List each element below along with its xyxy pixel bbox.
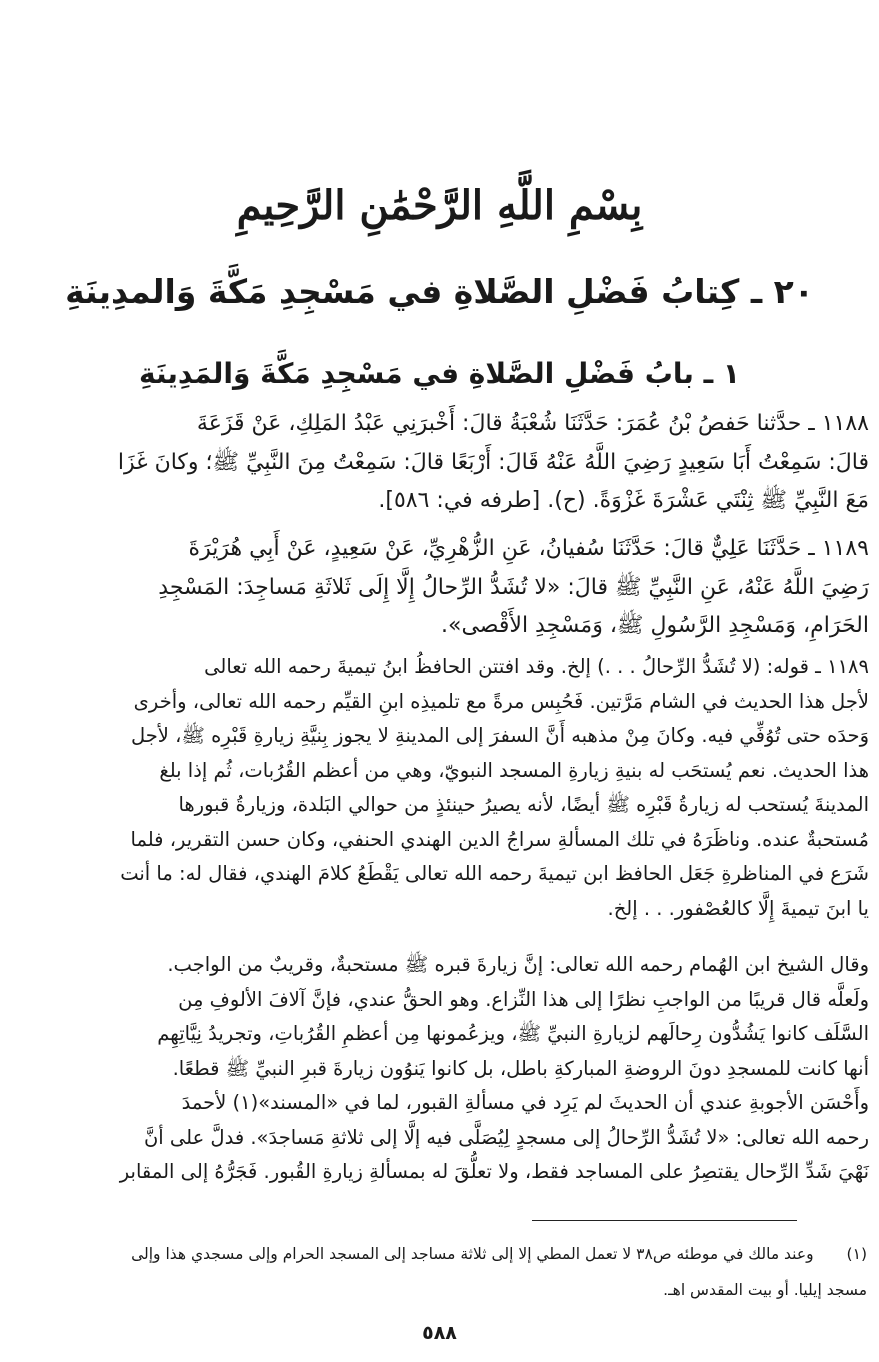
commentary-line: لأجل هذا الحديث في الشام مَرَّتين. فَحُبِس مرةً مع تلميذِه ابنِ القيِّم رحمه الله تعالى، وأخرى (133, 689, 869, 713)
hadith-1189-line: رَضِيَ اللَّهُ عَنْهُ، عَنِ النَّبِيِّ ﷺ قالَ: «لا تُشَدُّ الرِّحالُ إِلَّا إِلَى ثَلاثَةِ مَساجِدَ: المَسْجِدِ (158, 574, 869, 600)
footnote (17, 1236, 867, 1308)
commentary-line: نَهْيَ شَدِّ الرِّحال يقتصِرُ على المساجد فقط، ولا تعلُّقَ له بمسألةِ زيارةِ القُبور. فَجَرُّهُ إلى المقابر (119, 1160, 869, 1183)
hadith-1188-line: قالَ: سَمِعْتُ أَبَا سَعِيدٍ رَضِيَ اللَّهُ عَنْهُ قَالَ: أَرْبَعًا قالَ: سَمِعْتُ مِنَ النَّبِيِّ ﷺ؛ وكانَ غَزَا (117, 449, 869, 475)
hadith-1188-line: ١١٨٨ ـ حدَّثنا حَفصُ بْنُ عُمَرَ: حَدَّثَنَا شُعْبَةُ قالَ: أَخْبرَنِي عَبْدُ المَلِكِ، عَنْ قَزَعَةَ (196, 411, 869, 436)
commentary-line: وقال الشيخ ابن الهُمام رحمه الله تعالى: إنَّ زيارةَ قبره ﷺ مستحبةٌ، وقريبٌ من الواجب. (167, 953, 869, 976)
footnote-text: مسجد إيليا. أو بيت المقدس اهـ. (663, 1281, 867, 1299)
hadith-1189-line: الحَرَامِ، وَمَسْجِدِ الرَّسُولِ ﷺ، وَمَسْجِدِ الأَقْصى». (441, 613, 869, 638)
hadith-1188 (11, 405, 869, 521)
commentary-line: السَّلَف كانوا يَشُدُّون رِحالَهم لزيارةِ النبيِّ ﷺ، ويزعُمونها مِن أعظمِ القُرُباتِ، وتجريدُ نِيَّاتِهِم (157, 1022, 869, 1045)
commentary-line: ولَعلَّه قال قريبًا من الواجبِ نظرًا إلى هذا النِّزاع. وهو الحقُّ عندي، فإنَّ آلافَ الألوفِ مِن (178, 987, 869, 1011)
hadith-1188-line: مَعَ النَّبِيِّ ﷺ ثِنْتَي عَشْرَةَ غَزْوَةً. (ح). [طرفه في: ٥٨٦]. (378, 488, 869, 513)
commentary-line: أنها كانت للمسجدِ دونَ الروضةِ المباركةِ باطل، بل كانوا يَنوُون زيارةَ قبرِ النبيِّ ﷺ قطعًا. (172, 1056, 869, 1080)
hadith-1189-line: ١١٨٩ ـ حَدَّثَنَا عَلِيٌّ قالَ: حَدَّثَنَا سُفيانُ، عَنِ الزُّهْرِيِّ، عَنْ سَعِيدٍ، عَنْ أَبِي هُرَيْرَةَ (188, 536, 869, 561)
commentary-line: هذا الحديث. نعم يُستحَب له بنيةِ زيارةِ المسجد النبويّ، وهي من أعظم القُرُبات، ثُم إذا بلغ (159, 758, 869, 782)
footnote-text: وعند مالك في موطئه ص٣٨ لا تعمل المطي إلا إلى ثلاثة مساجد إلى المسجد الحرام وإلى مسجدي هذا وإلى (131, 1245, 814, 1263)
footnote-divider (532, 1220, 797, 1221)
basmala: بِسْمِ اللَّهِ الرَّحْمَٰنِ الرَّحِيمِ (236, 182, 643, 229)
footnote-line (17, 1272, 867, 1308)
commentary-line: المدينةَ يُستحب له زيارةُ قَبْرِه ﷺ أيضًا، لأنه يصيرُ حينئذٍ من حوالي البَلدة، وزيارةُ قبورها (178, 793, 869, 816)
footnote-line (17, 1236, 867, 1272)
commentary-paragraph (11, 650, 869, 926)
commentary-line: رحمه الله تعالى: «لا تُشَدُّ الرِّحالُ إلى مسجدٍ لِيُصَلَّى فيه إلَّا إلى ثلاثةِ مَساجدَ». فدلَّ على أنَّ (143, 1125, 869, 1149)
commentary-line: وَحدَه حتى تُوُفِّي فيه. وكانَ مِنْ مذهبه أَنَّ السفرَ إلى المدينةِ لا يجوز بِنيَّةِ زيارةِ قَبْرِه ﷺ، لأجل (130, 724, 869, 747)
commentary-line: يا ابنَ تيميةَ إِلَّا كالعُصْفور. . . إلخ. (607, 896, 869, 920)
footnote-marker: (١) (846, 1245, 867, 1263)
commentary-line: ١١٨٩ ـ قوله: (لا تُشَدُّ الرِّحالُ . . .) إلخ. وقد افتتن الحافظُ ابنُ تيميةَ رحمه الله تعالى (204, 655, 869, 678)
commentary-paragraph (11, 948, 869, 1190)
chapter-title: ١ ـ بابُ فَضْلِ الصَّلاةِ في مَسْجِدِ مَكَّةَ وَالمَدِينَةِ (138, 357, 741, 390)
commentary-line: شَرَع في المناظرةِ جَعَل الحافظ ابن تيميةَ رحمه الله تعالى يَقْطَعُ كلامَ الهندي، فقال له: ما أنت (120, 862, 869, 885)
commentary-line: وأَحْسَن الأجوبةِ عندي أن الحديثَ لم يَرِد في مسألةِ القبور، لما في «المسند»(١) لأحمدَ (181, 1091, 869, 1114)
hadith-1189 (11, 530, 869, 646)
commentary-line: مُستحبةٌ عنده. وناظَرَهُ في تلك المسألةِ سراجُ الدين الهندي الحنفي، وكان حسن التقرير، فلما (130, 827, 869, 851)
book-title: ٢٠ ـ كِتابُ فَضْلِ الصَّلاةِ في مَسْجِدِ مَكَّةَ وَالمدِينَةِ (65, 272, 814, 311)
page-number: ٥٨٨ (422, 1322, 457, 1344)
